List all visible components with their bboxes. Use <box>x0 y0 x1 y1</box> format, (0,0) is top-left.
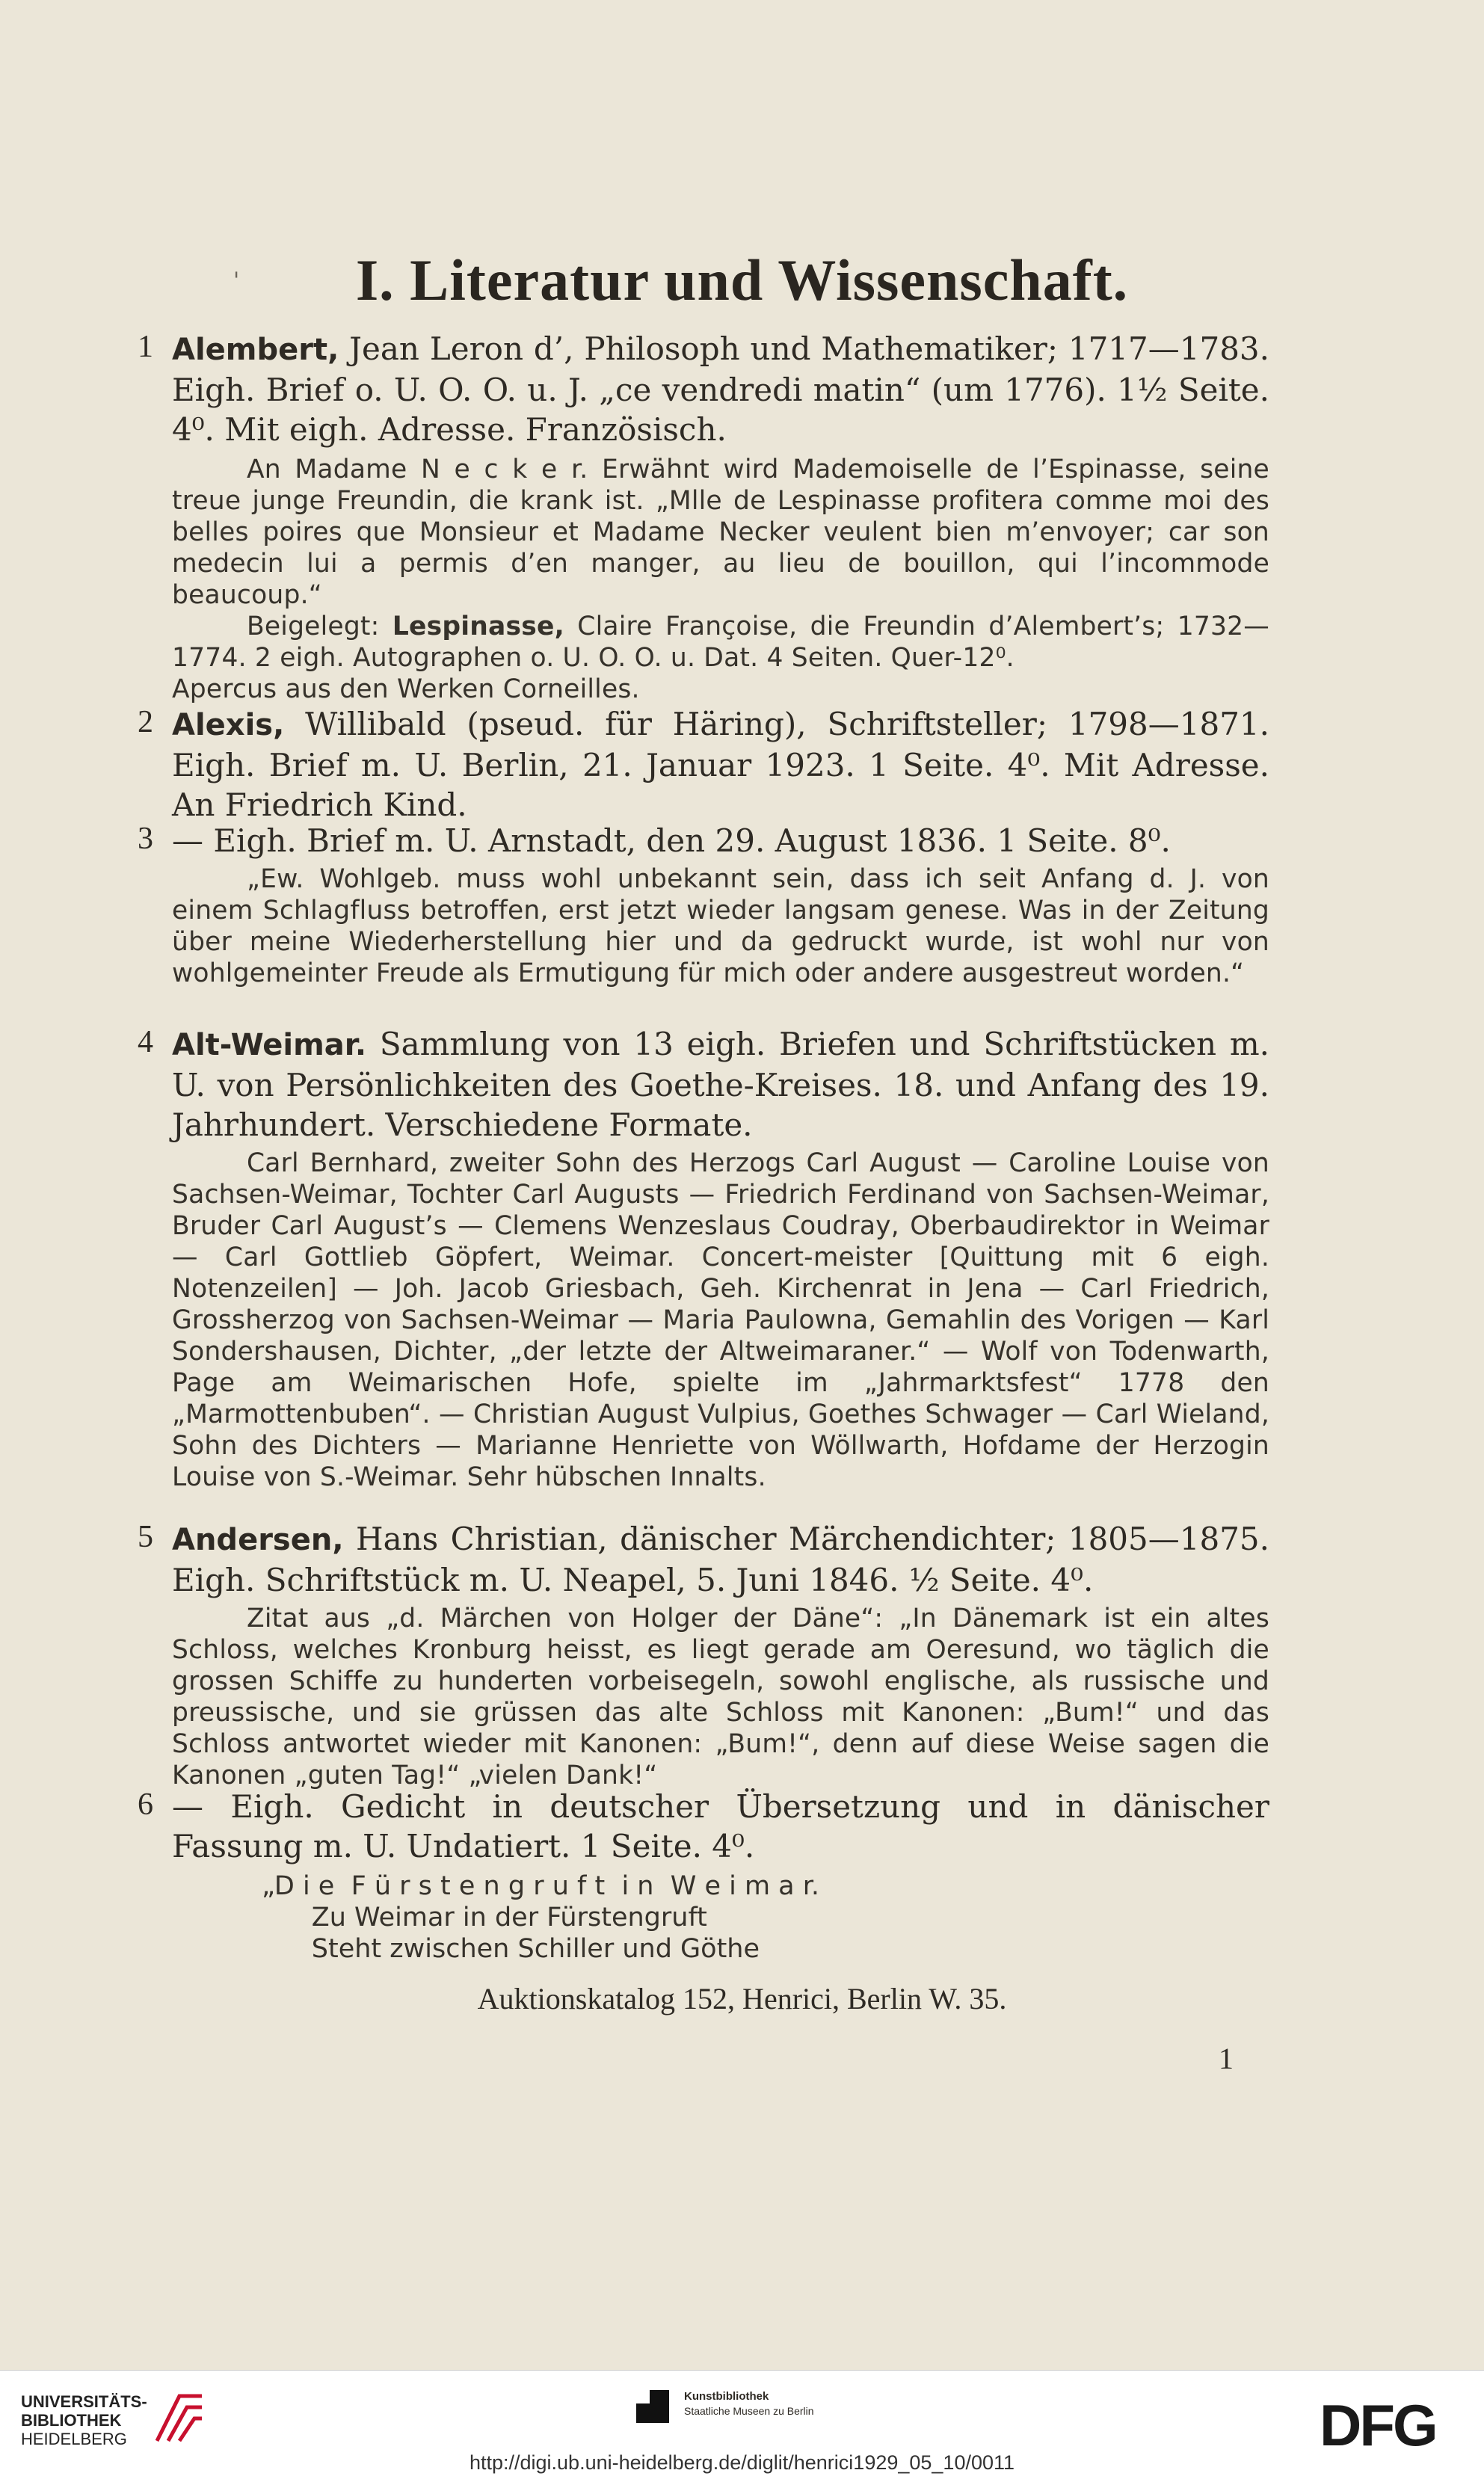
entry-name: Andersen, <box>172 1523 344 1557</box>
entry-number: 5 <box>138 1520 153 1554</box>
ub-logo-line: HEIDELBERG <box>21 2430 127 2448</box>
entry-note: Carl Bernhard, zweiter Sohn des Herzogs Carl August — Caroline Louise von Sachsen-Weimar, Tochter Carl Augusts — Friedrich Ferdinand von Sachsen-Weimar, Bruder Carl August’s — Clemens Wenzeslaus Coudray, Oberbaudirektor in Weimar — Carl Gottlieb Göpfert, Weimar. Concert-meister [Quittung mit 6 eigh. Notenzeilen] — Joh. Jacob Griesbach, Geh. Kirchenrat in Jena — Carl Friedrich, Grossherzog von Sachsen-Weimar — Maria Paulowna, Gemahlin des Vorigen — Karl Sondershausen, Dichter, „der letzte der Altweimaraner.“ — Wolf von Todenwarth, Page am Weimarischen Hofe, spielte im „Jahrmarktsfest“ 1778 den „Marmottenbuben“. — Christian August Vulpius, Goethes Schwager — Carl Wieland, Sohn des Dichters — Marianne Henriette von Wöllwarth, Hofdame der Herzogin Louise von S.-Weimar. Sehr hübschen Innalts. <box>172 1148 1269 1492</box>
poem-line: Steht zwischen Schiller und Göthe <box>262 1934 760 1964</box>
kunstbibliothek-subtitle: Staatliche Museen zu Berlin <box>684 2405 814 2417</box>
catalog-entry-4 <box>138 1024 1269 1493</box>
entry-heading <box>172 704 1269 825</box>
entry-description: Sammlung von 13 eigh. Briefen und Schriftstücken m. U. von Persönlichkeiten des Goethe-Kreises. 18. und Anfang des 19. Jahrhundert. Verschiedene Formate. <box>172 1026 1269 1143</box>
entry-note: „Ew. Wohlgeb. muss wohl unbekannt sein, dass ich seit Anfang d. J. von einem Schlagfluss betroffen, erst jetzt wieder langsam genese. Was in der Zeitung über meine Wiederherstellung hier und da gedruckt wurde, ist wohl nur von wohlgemeinter Freude als Ermutigung für mich oder andere ausgestreut worden.“ <box>172 864 1269 988</box>
ub-heidelberg-logo[interactable] <box>21 2393 215 2460</box>
catalog-entry-3 <box>138 821 1269 989</box>
page-number: 1 <box>1219 2042 1234 2075</box>
enclosure-prefix: Beigelegt: <box>247 612 392 641</box>
page-title: I. Literatur und Wissenschaft. <box>355 247 1129 312</box>
poem-line: „D i e F ü r s t e n g r u f t i n W e i m a r. <box>262 1871 820 1901</box>
entry-number: 1 <box>138 330 153 364</box>
permalink-url[interactable]: http://digi.ub.uni-heidelberg.de/diglit/henrici1929_05_10/0011 <box>469 2451 1015 2474</box>
enclosure-text: Claire Françoise, die Freundin d’Alembert’s; 1732—1774. 2 eigh. Autographen o. U. O. O. u. Dat. 4 Seiten. Quer-12⁰. <box>172 612 1269 673</box>
entry-name: Alexis, <box>172 708 285 742</box>
catalog-entry-5 <box>138 1519 1269 1791</box>
catalog-entry-6 <box>138 1787 1269 1965</box>
catalog-footer: Auktionskatalog 152, Henrici, Berlin W. 35. <box>477 1982 1007 2015</box>
title-mark: ' <box>233 268 240 294</box>
dfg-logo[interactable]: DFG <box>1320 2392 1436 2458</box>
viewer-footer-bar <box>0 2370 1484 2479</box>
entry-heading <box>172 329 1269 449</box>
kunstbibliothek-emblem-icon <box>632 2386 674 2427</box>
entry-enclosure <box>172 611 1269 674</box>
catalog-entry-1 <box>138 329 1269 705</box>
kunstbibliothek-logo[interactable] <box>632 2386 871 2430</box>
entry-heading <box>172 1024 1269 1145</box>
ub-logo-line: BIBLIOTHEK <box>21 2411 122 2430</box>
catalog-entry-2 <box>138 704 1269 825</box>
entry-description: Hans Christian, dänischer Märchendichter; 1805—1875. Eigh. Schriftstück m. U. Neapel, 5. Juni 1846. ½ Seite. 4⁰. <box>172 1521 1269 1598</box>
enclosure-name: Lespinasse, <box>392 612 564 641</box>
entry-note: Zitat aus „d. Märchen von Holger der Däne“: „In Dänemark ist ein altes Schloss, welches Kronburg heisst, es liegt gerade am Oeresund, wo täglich die grossen Schiffe zu hunderten vorbeisegeln, sowohl englische, als russische und preussische, und sie grüssen das alte Schloss mit Kanonen: „Bum!“ und das Schloss antwortet wieder mit Kanonen: „Bum!“, denn auf diese Weise sagen die Kanonen „guten Tag!“ „vielen Dank!“ <box>172 1604 1269 1790</box>
entry-name: Alt-Weimar. <box>172 1028 367 1062</box>
ub-emblem-icon <box>150 2389 209 2448</box>
entry-number: 6 <box>138 1787 153 1822</box>
entry-number: 4 <box>138 1025 153 1059</box>
entry-description: Jean Leron d’, Philosoph und Mathematiker; 1717—1783. Eigh. Brief o. U. O. O. u. J. „ce vendredi matin“ (um 1776). 1½ Seite. 4⁰. Mit eigh. Adresse. Französisch. <box>172 330 1269 448</box>
poem-line: Zu Weimar in der Fürstengruft <box>262 1903 707 1933</box>
entry-heading: — Eigh. Brief m. U. Arnstadt, den 29. August 1836. 1 Seite. 8⁰. <box>172 822 1171 859</box>
entry-description: Willibald (pseud. für Häring), Schriftsteller; 1798—1871. Eigh. Brief m. U. Berlin, 21. Januar 1923. 1 Seite. 4⁰. Mit Adresse. An Friedrich Kind. <box>172 706 1269 823</box>
entry-heading <box>172 1519 1269 1600</box>
entry-number: 2 <box>138 705 153 739</box>
entry-note: Apercus aus den Werken Corneilles. <box>172 674 640 704</box>
entry-note: An Madame N e c k e r. Erwähnt wird Mademoiselle de l’Espinasse, seine treue junge Freundin, die krank ist. „Mlle de Lespinasse profitera comme moi des belles poires que Monsieur et Madame Necker veulent bien m’envoyer; car son medecin lui a permis d’en manger, au lieu de bouillon, qui l’incommode beaucoup.“ <box>172 455 1269 610</box>
entry-heading: — Eigh. Gedicht in deutscher Übersetzung und in dänischer Fassung m. U. Undatiert. 1 Seite. 4⁰. <box>172 1788 1269 1864</box>
poem-excerpt <box>172 1870 1269 1965</box>
kunstbibliothek-name: Kunstbibliothek <box>684 2390 769 2403</box>
entry-name: Alembert, <box>172 333 339 367</box>
ub-logo-line: UNIVERSITÄTS- <box>21 2392 147 2411</box>
entry-number: 3 <box>138 822 153 856</box>
